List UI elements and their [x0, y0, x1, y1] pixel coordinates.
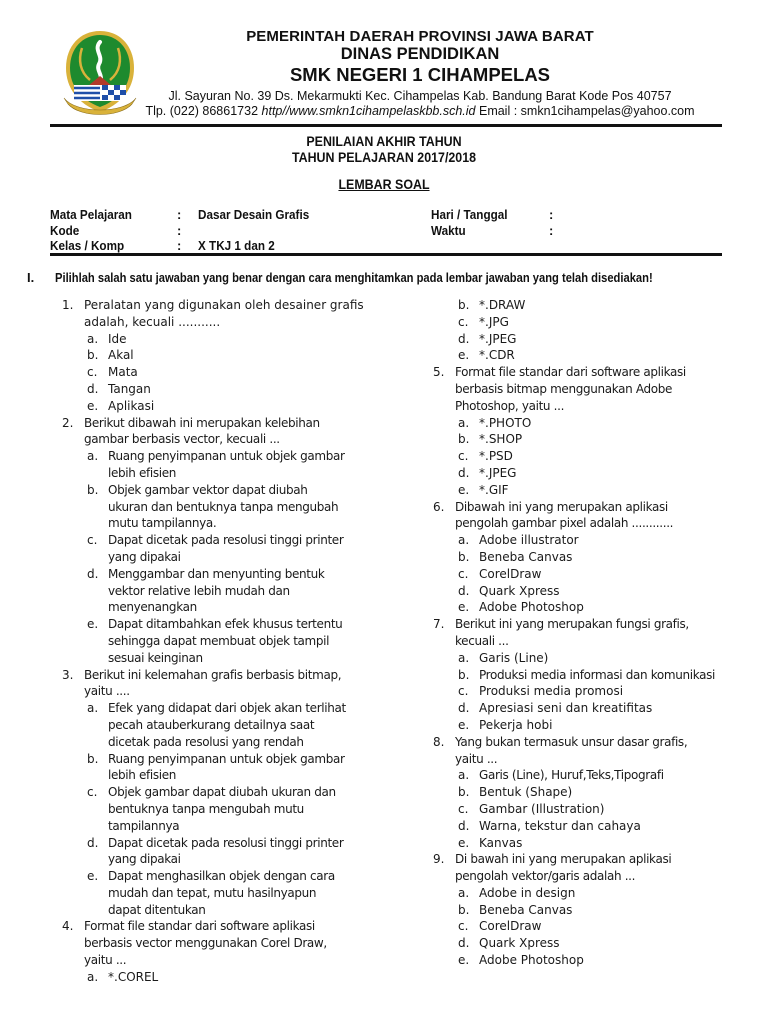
question-text: Dibawah ini yang merupakan aplikasi [455, 499, 668, 514]
government-name: PEMERINTAH DAERAH PROVINSI JAWA BARAT [246, 28, 594, 45]
exam-identity [50, 207, 722, 255]
option-d: d. *.JPEG [458, 465, 517, 480]
option-c: c. CorelDraw [458, 566, 542, 581]
option-e: e. *.GIF [458, 482, 509, 497]
website: http//www.smkn1cihampelaskbb.sch.id [261, 104, 476, 118]
option-b: b. Produksi media informasi dan komunikasi [458, 667, 715, 682]
option-a: a. Garis (Line) [458, 650, 549, 665]
time-label: Waktu [431, 222, 466, 238]
identity-divider [50, 253, 722, 256]
question-text: Format file standar dari software aplikasi [84, 919, 315, 934]
exam-title-line2: TAHUN PELAJARAN 2017/2018 [291, 150, 477, 165]
question-7: 7. Berikut ini yang merupakan fungsi grafis, kecuali ... a. Garis (Line) b. Produksi media informasi dan komunikasi c. Produksi media promosi d. Apresiasi seni dan kreatifitas e. Pekerja hobi [433, 616, 735, 734]
option-c: c. Mata [87, 365, 138, 380]
code-label: Kode [50, 222, 80, 238]
option-b: b. *.SHOP [458, 432, 523, 447]
option-d: d. Menggambar dan menyunting bentuk [87, 566, 325, 581]
option-e: e. Pekerja hobi [458, 717, 553, 732]
department-name: DINAS PENDIDIKAN [340, 45, 500, 63]
option-a: a. Adobe in design [458, 885, 576, 900]
question-9: 9. Di bawah ini yang merupakan aplikasi pengolah vektor/garis adalah ... a. Adobe in design b. Beneba Canvas c. CorelDraw d. Quark Xpress e. Adobe Photoshop [433, 851, 735, 969]
question-text: Berikut ini yang merupakan fungsi grafis, [455, 617, 689, 632]
option-b: b. Objek gambar vektor dapat diubah [87, 482, 308, 497]
option-c: c. *.JPG [458, 314, 509, 329]
option-d: d. Quark Xpress [458, 583, 560, 598]
option-d: d. Apresiasi seni dan kreatifitas [458, 701, 653, 716]
option-a: a. *.COREL [87, 969, 159, 984]
option-e: e. Adobe Photoshop [458, 953, 584, 968]
subject-value: Dasar Desain Grafis [198, 207, 310, 222]
questions-right-column [433, 297, 735, 969]
email: Email : smkn1cihampelas@yahoo.com [478, 104, 695, 118]
class-label: Kelas / Komp [50, 238, 125, 253]
option-c: c. Gambar (Illustration) [458, 801, 605, 816]
letterhead [120, 28, 720, 119]
question-4-continued [433, 297, 735, 364]
school-address: Jl. Sayuran No. 39 Ds. Mekarmukti Kec. Cihampelas Kab. Bandung Barat Kode Pos 40757 [168, 89, 672, 103]
option-a: a. Ide [87, 331, 127, 346]
option-d: d. Quark Xpress [458, 936, 560, 951]
identity-row-code: Kode : Waktu : [50, 222, 554, 238]
option-b: b. Beneba Canvas [458, 549, 573, 564]
class-value: X TKJ 1 dan 2 [198, 238, 275, 253]
questions-left-column [62, 297, 364, 986]
option-c: c. Produksi media promosi [458, 684, 624, 699]
option-a: a. *.PHOTO [458, 415, 532, 430]
sheet-title: LEMBAR SOAL [338, 177, 430, 192]
option-d: d. Warna, tekstur dan cahaya [458, 818, 641, 833]
exam-title [31, 134, 738, 166]
question-5: 5. Format file standar dari software aplikasi berbasis bitmap menggunakan Adobe Photoshop, yaitu ... a. *.PHOTO b. *.SHOP c. *.PSD d. *.JPEG e. *.GIF [433, 364, 735, 498]
school-contact [120, 104, 720, 119]
section-number: I. [27, 270, 35, 285]
option-c: c. CorelDraw [458, 919, 542, 934]
identity-row-subject: Mata Pelajaran : Dasar Desain Grafis Hari / Tanggal : [50, 207, 554, 222]
option-b: b. Ruang penyimpanan untuk objek gambar [87, 751, 345, 766]
school-name: SMK NEGERI 1 CIHAMPELAS [289, 64, 551, 85]
option-b: b. Bentuk (Shape) [458, 785, 573, 800]
question-text: Yang bukan termasuk unsur dasar grafis, [455, 734, 688, 749]
exam-title-line1: PENILAIAN AKHIR TAHUN [306, 134, 462, 149]
option-e: e. Dapat menghasilkan objek dengan cara [87, 869, 335, 884]
option-b: b. Beneba Canvas [458, 902, 573, 917]
option-b: b. *.DRAW [458, 298, 526, 312]
question-8: 8. Yang bukan termasuk unsur dasar grafis, yaitu ... a. Garis (Line), Huruf,Teks,Tipografi b. Bentuk (Shape) c. Gambar (Illustration) d. Warna, tekstur dan cahaya e. Kanvas [433, 734, 735, 852]
question-6: 6. Dibawah ini yang merupakan aplikasi pengolah gambar pixel adalah ............ a. Adobe illustrator b. Beneba Canvas c. CorelDraw d. Quark Xpress e. Adobe Photoshop [433, 499, 735, 617]
question-4: 4. Format file standar dari software aplikasi berbasis vector menggunakan Corel Draw, yaitu ... a. *.COREL [62, 918, 364, 985]
option-e: e. Kanvas [458, 835, 523, 850]
option-e: e. Dapat ditambahkan efek khusus tertentu [87, 617, 343, 632]
option-d: d. Tangan [87, 381, 151, 396]
phone: Tlp. (022) 86861732 [145, 104, 259, 118]
question-text: Berikut ini kelemahan grafis berbasis bitmap, [84, 667, 342, 682]
option-a: a. Ruang penyimpanan untuk objek gambar [87, 449, 345, 464]
option-d: d. *.JPEG [458, 331, 517, 346]
question-3: 3. Berikut ini kelemahan grafis berbasis bitmap, yaitu .... a. Efek yang didapat dari objek akan terlihat pecah atauberkurang detailnya saat dicetak pada resolusi yang rendah b. Ruang penyimpanan untuk objek gambar lebih efisien c. Objek gambar dapat diubah ukuran dan bentuknya tanpa mengubah mutu tampilannya d. Dapat dicetak pada resolusi tinggi printer yang dipakai e. Dapat menghasilkan objek dengan cara mudah dan tepat, mutu hasilnyapun dapat ditentukan [62, 667, 364, 919]
option-e: e. *.CDR [458, 348, 515, 363]
option-b: b. Akal [87, 348, 134, 363]
question-1: 1. Peralatan yang digunakan oleh desainer grafis adalah, kecuali ........... a. Ide b. Akal c. Mata d. Tangan e. Aplikasi [62, 298, 364, 413]
question-text: Berikut dibawah ini merupakan kelebihan [84, 415, 320, 430]
option-a: a. Adobe illustrator [458, 533, 579, 548]
question-text: Peralatan yang digunakan oleh desainer grafis [84, 298, 364, 312]
option-c: c. *.PSD [458, 449, 513, 464]
option-e: e. Aplikasi [87, 398, 155, 413]
letterhead-divider [50, 124, 722, 127]
identity-row-class: Kelas / Komp : X TKJ 1 dan 2 [50, 238, 275, 253]
question-text: Di bawah ini yang merupakan aplikasi [455, 852, 672, 867]
day-label: Hari / Tanggal [431, 207, 508, 222]
option-d: d. Dapat dicetak pada resolusi tinggi printer [87, 835, 344, 850]
option-c: c. Objek gambar dapat diubah ukuran dan [87, 785, 336, 800]
question-text: Format file standar dari software aplikasi [455, 365, 686, 380]
instruction-text: Pilihlah salah satu jawaban yang benar dengan cara menghitamkan pada lembar jawaban yang telah disediakan! [55, 270, 653, 285]
question-2: 2. Berikut dibawah ini merupakan kelebihan gambar berbasis vector, kecuali ... a. Ruang penyimpanan untuk objek gambar lebih efisien b. Objek gambar vektor dapat diubah ukuran dan bentuknya tanpa mengubah mutu tampilannya. c. Dapat dicetak pada resolusi tinggi printer yang dipakai d. Menggambar dan menyunting bentuk vektor relative lebih mudah dan menyenangkan e. Dapat ditambahkan efek khusus tertentu sehingga dapat membuat objek tampil sesuai keinginan [62, 415, 364, 667]
option-a: a. Efek yang didapat dari objek akan terlihat [87, 701, 346, 716]
subject-label: Mata Pelajaran [50, 207, 132, 222]
option-c: c. Dapat dicetak pada resolusi tinggi printer [87, 533, 344, 548]
option-a: a. Garis (Line), Huruf,Teks,Tipografi [458, 768, 664, 783]
option-e: e. Adobe Photoshop [458, 600, 584, 615]
